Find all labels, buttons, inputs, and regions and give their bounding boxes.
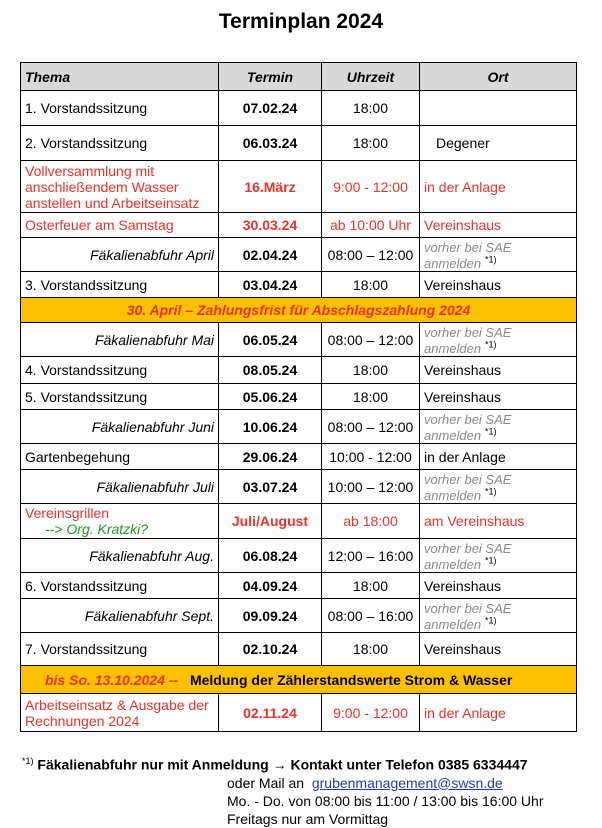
footnote-line-3: Mo. - Do. von 08:00 bis 11:00 / 13:00 bis 16:00 Uhr — [227, 792, 544, 809]
termin-cell: 06.03.24 — [219, 126, 322, 161]
table-row — [21, 161, 577, 213]
table-row — [21, 599, 577, 633]
thema-cell: Arbeitseinsatz & Ausgabe der Rechnungen 2024 — [21, 694, 219, 732]
table-row — [21, 410, 577, 444]
table-row — [21, 539, 577, 573]
thema-cell: Fäkalienabfuhr Juli — [21, 470, 219, 504]
table-row — [21, 694, 577, 732]
table-row — [21, 504, 577, 539]
thema-cell: Fäkalienabfuhr Aug. — [21, 539, 219, 573]
ort-cell: Degener — [420, 126, 577, 161]
footnote-marker: *1) — [485, 554, 497, 565]
table-row — [21, 126, 577, 161]
table-row — [21, 272, 577, 298]
thema-cell: Osterfeuer am Samstag — [21, 213, 219, 238]
ort-cell — [420, 91, 577, 126]
uhrzeit-cell: 9:00 - 12:00 — [322, 161, 420, 213]
table-row — [21, 323, 577, 357]
header-uhrzeit: Uhrzeit — [322, 63, 420, 91]
ort-cell — [420, 539, 577, 573]
thema-cell: 5. Vorstandssitzung — [21, 384, 219, 410]
ort-cell: Vereinshaus — [420, 633, 577, 666]
table-row — [21, 91, 577, 126]
uhrzeit-cell: 10:00 - 12:00 — [322, 444, 420, 470]
ort-note: vorher bei SAE anmelden — [424, 600, 512, 632]
termin-cell: 09.09.24 — [219, 599, 322, 633]
footnote-marker: *1) — [485, 614, 497, 625]
termin-cell: 06.05.24 — [219, 323, 322, 357]
thema-cell: 4. Vorstandssitzung — [21, 357, 219, 384]
uhrzeit-cell: 12:00 – 16:00 — [322, 539, 420, 573]
uhrzeit-cell: 18:00 — [322, 384, 420, 410]
termin-cell: 06.08.24 — [219, 539, 322, 573]
uhrzeit-cell: 08:00 – 12:00 — [322, 238, 420, 272]
termin-cell: 02.11.24 — [219, 694, 322, 732]
footnote-marker: *1) — [22, 756, 34, 766]
deadline-text: 30. April – Zahlungsfrist für Abschlagszahlung 2024 — [21, 298, 577, 323]
table-row — [21, 384, 577, 410]
ort-note: vorher bei SAE anmelden — [424, 540, 512, 572]
organizer-note: --> Org. Kratzki? — [45, 521, 149, 537]
thema-cell: Fäkalienabfuhr April — [21, 238, 219, 272]
deadline-band — [21, 298, 577, 323]
termin-cell: 03.04.24 — [219, 272, 322, 298]
uhrzeit-cell: 18:00 — [322, 272, 420, 298]
termin-cell: 07.02.24 — [219, 91, 322, 126]
thema-cell: Fäkalienabfuhr Juni — [21, 410, 219, 444]
header-thema: Thema — [21, 63, 219, 91]
termin-cell: 10.06.24 — [219, 410, 322, 444]
page-title: Terminplan 2024 — [218, 10, 384, 33]
termin-cell: 16.März — [219, 161, 322, 213]
footnote-marker: *1) — [485, 485, 497, 496]
ort-note: vorher bei SAE anmelden — [424, 239, 512, 271]
uhrzeit-cell: ab 10:00 Uhr — [322, 213, 420, 238]
meter-reading-cell — [21, 666, 577, 694]
ort-cell: Vereinshaus — [420, 384, 577, 410]
thema-text: Vereinsgrillen — [25, 505, 110, 521]
uhrzeit-cell: 18:00 — [322, 91, 420, 126]
thema-cell: Fäkalienabfuhr Mai — [21, 323, 219, 357]
ort-cell: am Vereinshaus — [420, 504, 577, 539]
thema-cell — [21, 504, 219, 539]
footnote — [22, 752, 543, 828]
footnote-marker: *1) — [485, 253, 497, 264]
thema-cell: 6. Vorstandssitzung — [21, 573, 219, 599]
ort-cell — [420, 238, 577, 272]
ort-note: vorher bei SAE anmelden — [424, 411, 512, 443]
table-row — [21, 444, 577, 470]
footnote-mail-prefix: oder Mail an — [227, 774, 305, 791]
header-ort: Ort — [420, 63, 577, 91]
table-row — [21, 357, 577, 384]
uhrzeit-cell: 18:00 — [322, 633, 420, 666]
ort-cell: in der Anlage — [420, 694, 577, 732]
termin-cell: Juli/August — [219, 504, 322, 539]
uhrzeit-cell: 08:00 – 12:00 — [322, 323, 420, 357]
thema-cell: 1. Vorstandssitzung — [21, 91, 219, 126]
termin-cell: 04.09.24 — [219, 573, 322, 599]
schedule-table — [20, 62, 577, 732]
termin-cell: 08.05.24 — [219, 357, 322, 384]
ort-cell — [420, 599, 577, 633]
table-row — [21, 213, 577, 238]
footnote-text: Fäkalienabfuhr nur mit Anmeldung → Kontakt unter Telefon 0385 6334447 — [37, 756, 528, 773]
table-header-row — [21, 63, 577, 91]
thema-cell: Gartenbegehung — [21, 444, 219, 470]
ort-cell: in der Anlage — [420, 161, 577, 213]
termin-cell: 05.06.24 — [219, 384, 322, 410]
footnote-line-2 — [22, 774, 543, 792]
termin-cell: 29.06.24 — [219, 444, 322, 470]
thema-cell: 7. Vorstandssitzung — [21, 633, 219, 666]
ort-cell: Vereinshaus — [420, 213, 577, 238]
thema-cell: Fäkalienabfuhr Sept. — [21, 599, 219, 633]
meter-reading-band — [21, 666, 577, 694]
footnote-marker: *1) — [485, 425, 497, 436]
ort-note: vorher bei SAE anmelden — [424, 471, 512, 503]
email-link[interactable]: grubenmanagement@swsn.de — [311, 774, 503, 791]
ort-note: vorher bei SAE anmelden — [424, 324, 512, 356]
ort-cell — [420, 410, 577, 444]
thema-cell: Vollversammlung mit anschließendem Wasser anstellen und Arbeitseinsatz — [21, 161, 219, 213]
uhrzeit-cell: 18:00 — [322, 357, 420, 384]
ort-cell — [420, 323, 577, 357]
thema-cell: 3. Vorstandssitzung — [21, 272, 219, 298]
ort-cell: Vereinshaus — [420, 357, 577, 384]
footnote-line-4: Freitags nur am Vormittag — [227, 810, 389, 827]
uhrzeit-cell: 18:00 — [322, 126, 420, 161]
ort-cell: Vereinshaus — [420, 573, 577, 599]
header-termin: Termin — [219, 63, 322, 91]
ort-cell: Vereinshaus — [420, 272, 577, 298]
uhrzeit-cell: 10:00 – 12:00 — [322, 470, 420, 504]
termin-cell: 30.03.24 — [219, 213, 322, 238]
uhrzeit-cell: 08:00 – 16:00 — [322, 599, 420, 633]
footnote-line-1 — [22, 752, 543, 774]
termin-cell: 03.07.24 — [219, 470, 322, 504]
uhrzeit-cell: ab 18:00 — [322, 504, 420, 539]
uhrzeit-cell: 9:00 - 12:00 — [322, 694, 420, 732]
ort-cell — [420, 470, 577, 504]
table-row — [21, 633, 577, 666]
thema-cell: 2. Vorstandssitzung — [21, 126, 219, 161]
ort-cell: in der Anlage — [420, 444, 577, 470]
table-row — [21, 573, 577, 599]
table-row — [21, 238, 577, 272]
termin-cell: 02.04.24 — [219, 238, 322, 272]
uhrzeit-cell: 08:00 – 12:00 — [322, 410, 420, 444]
meter-reading-deadline: bis So. 13.10.2024 -- — [45, 671, 179, 688]
meter-reading-text: Meldung der Zählerstandswerte Strom & Wasser — [189, 671, 513, 688]
uhrzeit-cell: 18:00 — [322, 573, 420, 599]
footnote-marker: *1) — [485, 338, 497, 349]
termin-cell: 02.10.24 — [219, 633, 322, 666]
table-row — [21, 470, 577, 504]
